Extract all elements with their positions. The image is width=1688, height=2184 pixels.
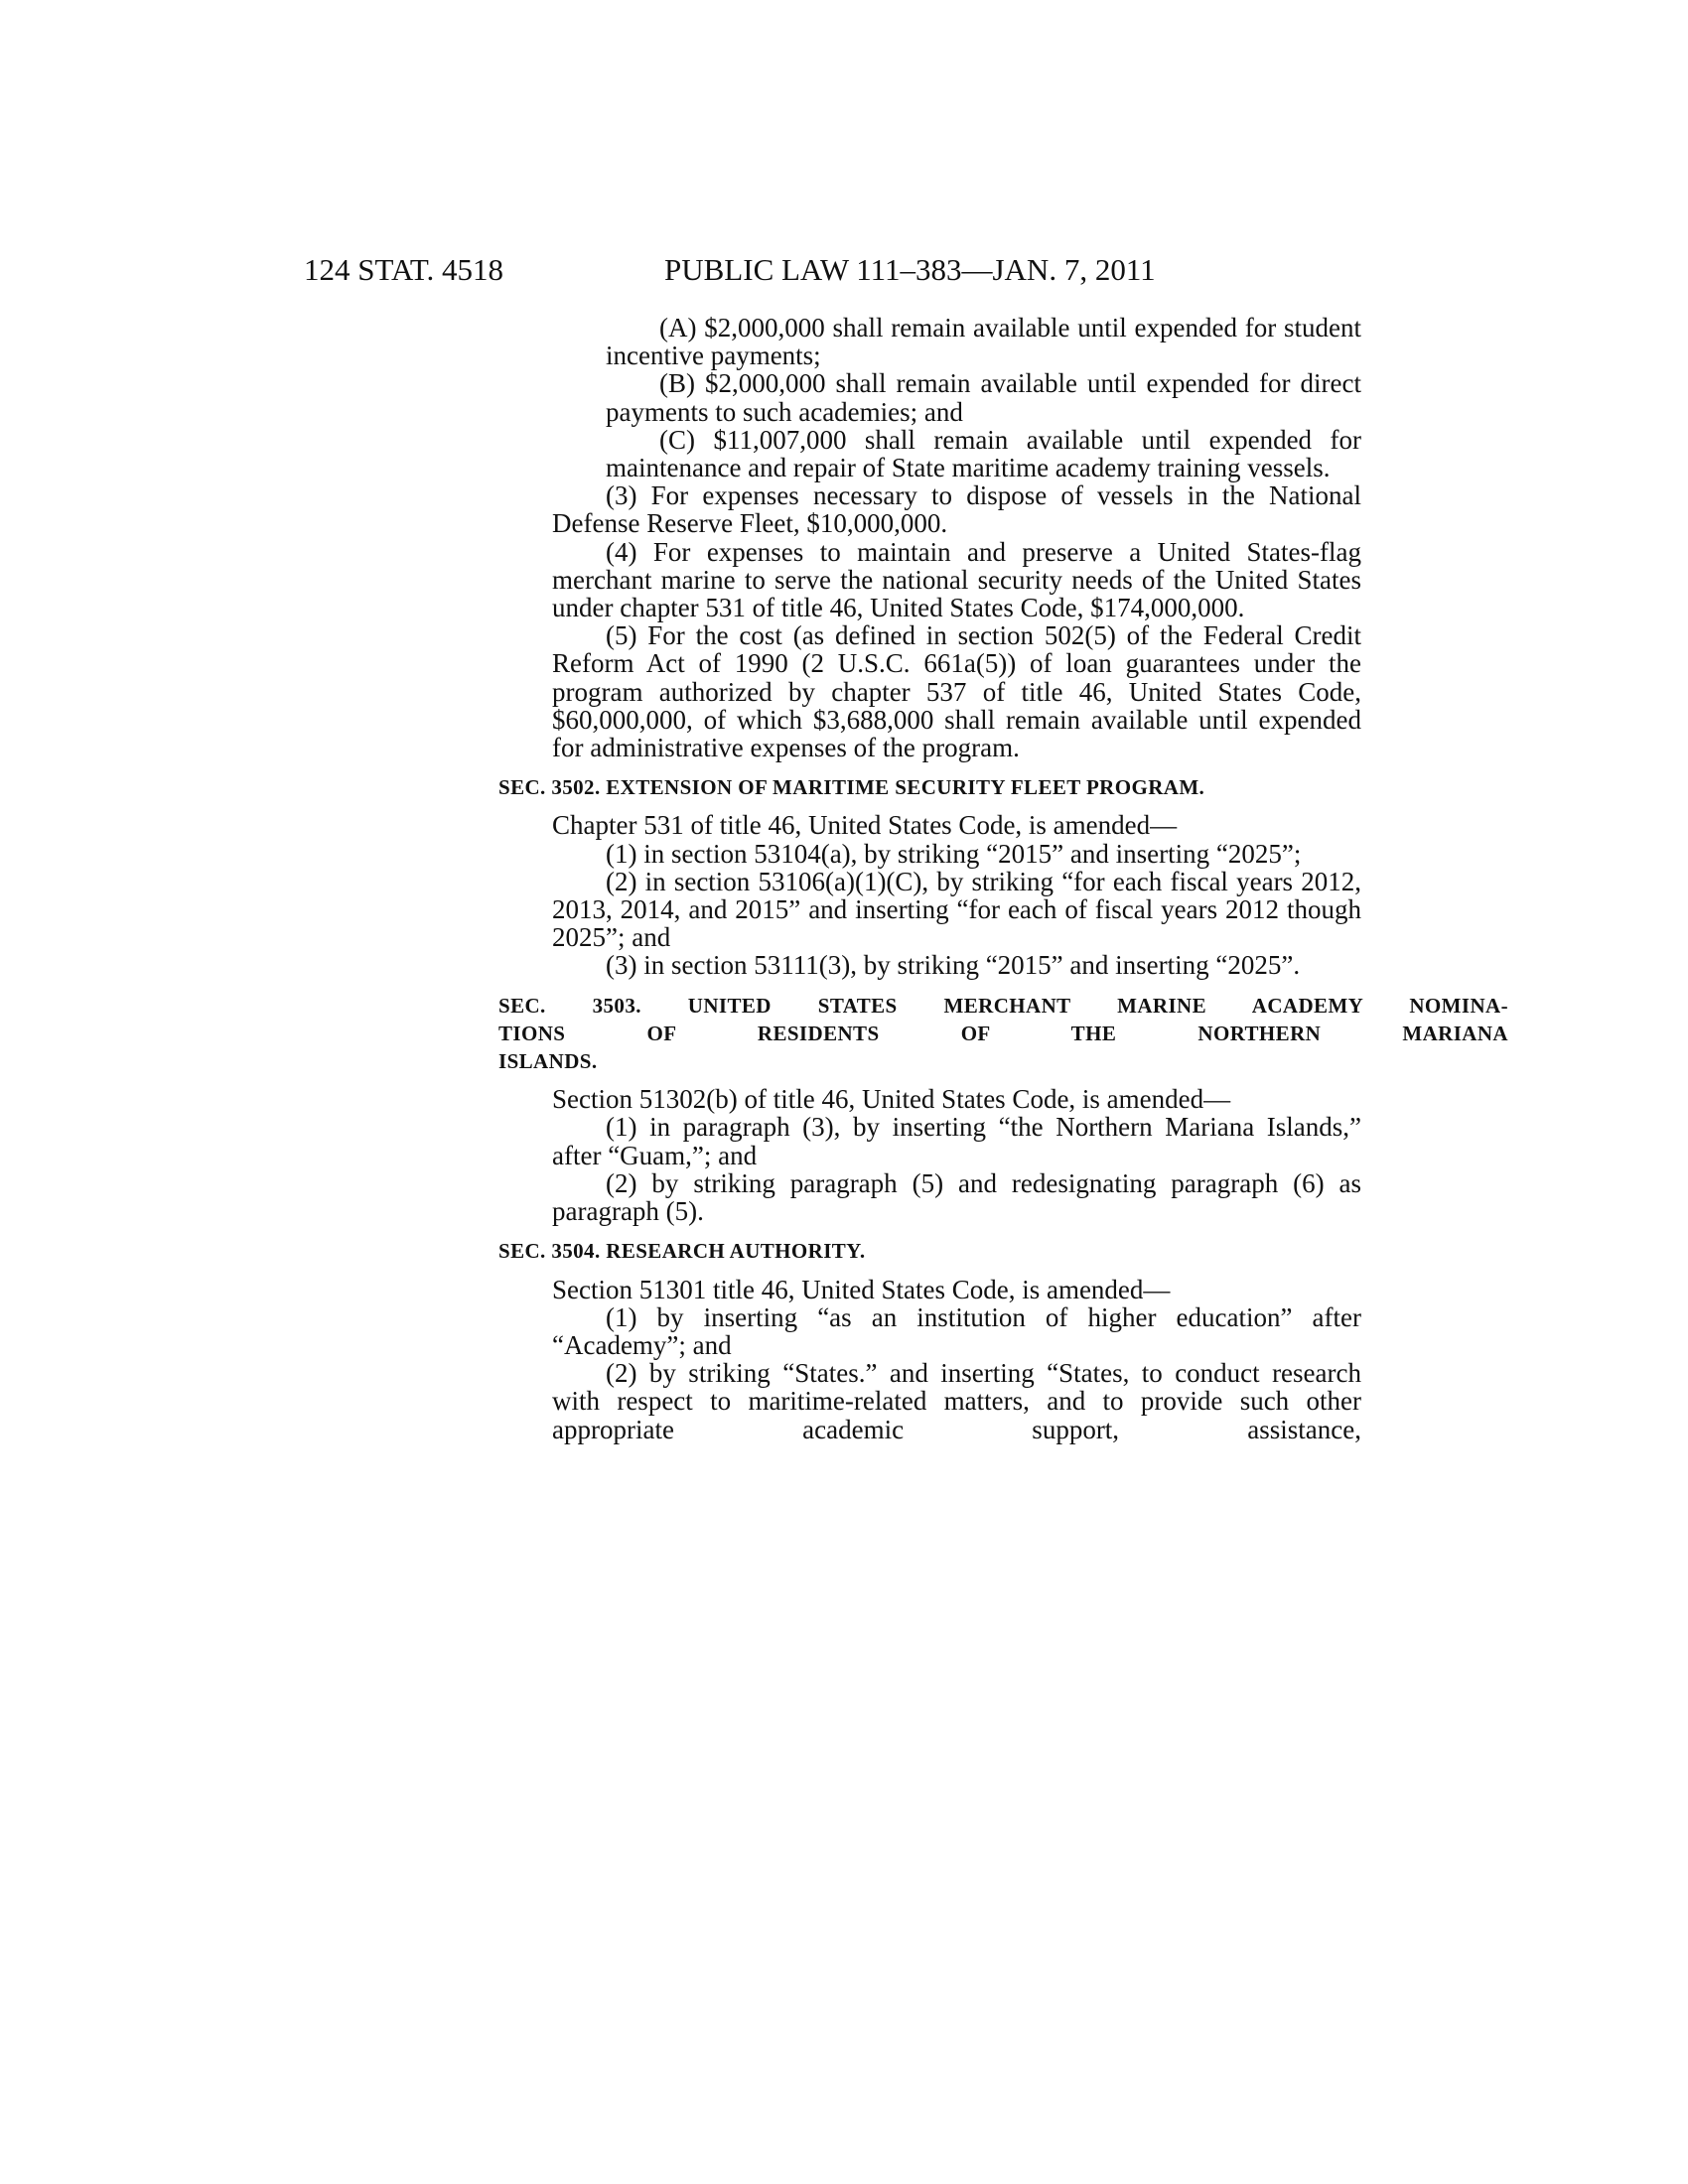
paragraph-3: (3) For expenses necessary to dispose of vessels in the National Defense Reserve Fleet, $10,000,000. xyxy=(552,480,1361,539)
section-3502-heading: SEC. 3502. EXTENSION OF MARITIME SECURITY FLEET PROGRAM. xyxy=(498,775,1205,800)
section-3503-paragraph-1: (1) in paragraph (3), by inserting “the Northern Mariana Islands,” after “Guam,”; and xyxy=(552,1112,1361,1170)
section-3503-heading-line-1: SEC. 3503. UNITED STATES MERCHANT MARINE ACADEMY NOMINA- xyxy=(498,993,1508,1018)
section-3504-paragraph-1: (1) by inserting “as an institution of higher education” after “Academy”; and xyxy=(552,1301,1361,1360)
section-3504-paragraph-2: (2) by striking “States.” and inserting “States, to conduct research with respect to maritime-related matters, and to provide such other appropriate academic support, assistance, xyxy=(552,1358,1361,1444)
section-3503-heading xyxy=(498,992,1508,1076)
paragraph-4: (4) For expenses to maintain and preserve a United States-flag merchant marine to serve the national security needs of the United States under chapter 531 of title 46, United States Code, $174,000,000. xyxy=(552,536,1361,623)
item-c: (C) $11,007,000 shall remain available until expended for maintenance and repair of State maritime academy training vessels. xyxy=(606,424,1361,483)
section-3502-paragraph-3: (3) in section 53111(3), by striking “2015” and inserting “2025”. xyxy=(606,950,1301,981)
statute-page-number: 124 STAT. 4518 xyxy=(304,252,504,287)
section-3503-heading-line-3: ISLANDS. xyxy=(498,1049,598,1074)
item-b: (B) $2,000,000 shall remain available until expended for direct payments to such academies; and xyxy=(606,368,1361,427)
page-header xyxy=(304,248,1361,292)
section-3502-paragraph-1: (1) in section 53104(a), by striking “2015” and inserting “2025”; xyxy=(606,838,1302,869)
section-3503-heading-line-2: TIONS OF RESIDENTS OF THE NORTHERN MARIANA xyxy=(498,1021,1508,1045)
paragraph-5: (5) For the cost (as defined in section 502(5) of the Federal Credit Reform Act of 1990 (2 U.S.C. 661a(5)) of loan guarantees under the program authorized by chapter 537 of title 46, United States Code, $60,000,000, of which $3,688,000 shall remain available until expended for administrative expenses of the program. xyxy=(552,620,1361,763)
section-3503-intro: Section 51302(b) of title 46, United States Code, is amended— xyxy=(552,1084,1231,1115)
document-body xyxy=(498,313,1508,1444)
section-3504-intro: Section 51301 title 46, United States Code, is amended— xyxy=(552,1274,1171,1304)
item-a: (A) $2,000,000 shall remain available until expended for student incentive payments; xyxy=(606,313,1361,371)
section-3503-paragraph-2: (2) by striking paragraph (5) and redesignating paragraph (6) as paragraph (5). xyxy=(552,1167,1361,1227)
section-3502-intro: Chapter 531 of title 46, United States Code, is amended— xyxy=(552,810,1178,841)
section-3504-heading: SEC. 3504. RESEARCH AUTHORITY. xyxy=(498,1239,866,1264)
running-head-title: PUBLIC LAW 111–383—JAN. 7, 2011 xyxy=(664,252,1156,287)
section-3502-paragraph-2: (2) in section 53106(a)(1)(C), by striking “for each fiscal years 2012, 2013, 2014, and 2015” and inserting “for each of fiscal years 2012 though 2025”; and xyxy=(552,866,1361,953)
